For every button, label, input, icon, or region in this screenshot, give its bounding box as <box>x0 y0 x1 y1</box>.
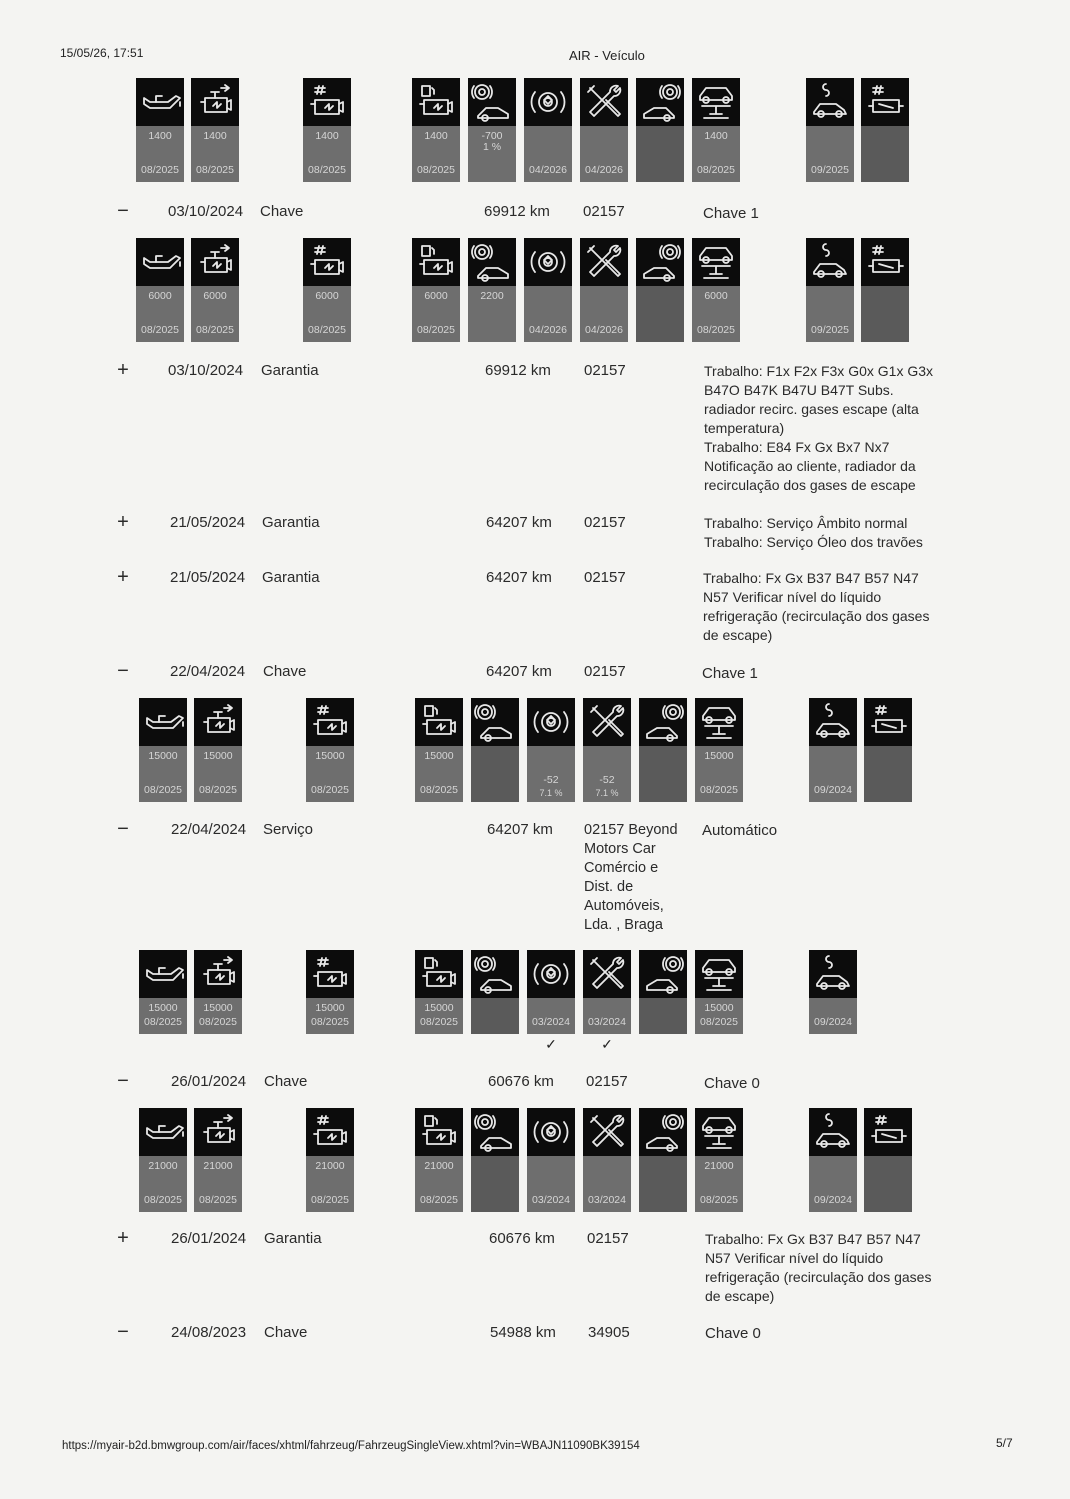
fuel-filter-icon <box>415 1108 463 1156</box>
tile-due-date: 09/2024 <box>814 1016 852 1028</box>
service-tile <box>468 78 516 182</box>
collapse-toggle[interactable]: − <box>117 200 129 222</box>
service-tile <box>636 78 684 182</box>
service-tile <box>139 1108 187 1212</box>
entry-km: 64207 km <box>486 663 552 680</box>
entry-date: 26/01/2024 <box>171 1230 247 1247</box>
tile-due-date: 08/2025 <box>311 1016 349 1028</box>
entry-km: 64207 km <box>486 514 552 531</box>
tile-remaining: 6000 <box>148 290 172 302</box>
history-row[interactable] <box>0 660 1070 683</box>
tile-due-date: 08/2025 <box>420 1016 458 1028</box>
tile-status <box>471 998 519 1034</box>
collapse-toggle[interactable]: − <box>117 660 129 682</box>
tile-due-pct: 7.1 % <box>539 788 563 798</box>
tile-due-date: 04/2026 <box>529 164 567 176</box>
hash-exhaust-icon <box>861 78 909 126</box>
page-title: AIR - Veículo <box>569 48 645 63</box>
hash-engine-icon <box>306 1108 354 1156</box>
service-tile <box>639 698 687 802</box>
brake-rear-icon <box>639 1108 687 1156</box>
tile-due-date: 08/2025 <box>311 1194 349 1206</box>
check-mark-icon: ✓ <box>545 1036 557 1052</box>
tile-status <box>639 998 687 1034</box>
engine-filter-icon <box>194 1108 242 1156</box>
page-number: 5/7 <box>996 1436 1013 1450</box>
tile-remaining: 15000 <box>424 750 454 762</box>
tile-due-date: 08/2025 <box>199 784 237 796</box>
page-url[interactable]: https://myair-b2d.bmwgroup.com/air/faces/xhtml/fahrzeug/FahrzeugSingleView.xhtml?vin=WBAJN11090BK39154 <box>62 1440 640 1452</box>
tile-status <box>636 286 684 342</box>
entry-detail: Chave 1 <box>703 205 759 222</box>
hash-exhaust-icon <box>864 1108 912 1156</box>
wrench-screwdriver-icon <box>583 1108 631 1156</box>
expand-toggle[interactable]: + <box>117 566 129 588</box>
brake-disc-icon <box>524 238 572 286</box>
tile-remaining: -700 <box>481 130 503 142</box>
tile-due-date: 08/2025 <box>308 164 346 176</box>
entry-type: Garantia <box>262 569 320 586</box>
service-tile <box>806 78 854 182</box>
oil-can-icon <box>139 1108 187 1156</box>
engine-filter-icon <box>194 950 242 998</box>
entry-date: 26/01/2024 <box>171 1073 247 1090</box>
entry-detail: Trabalho: Fx Gx B37 B47 B57 N47 N57 Verificar nível do líquido refrigeração (recirculação dos gases de escape) <box>703 570 930 643</box>
tile-remaining: 21000 <box>203 1160 233 1172</box>
service-tile <box>136 238 184 342</box>
hash-exhaust-icon <box>861 238 909 286</box>
entry-code: 02157 <box>586 1073 628 1090</box>
entry-date: 03/10/2024 <box>168 362 244 379</box>
service-tile <box>415 950 463 1034</box>
tile-remaining: 21000 <box>424 1160 454 1172</box>
tile-due-date: 08/2025 <box>417 324 455 336</box>
entry-code: 02157 <box>584 663 626 680</box>
tile-remaining: 6000 <box>203 290 227 302</box>
tile-due-date: 03/2024 <box>588 1194 626 1206</box>
service-tile <box>527 1108 575 1212</box>
history-row[interactable] <box>0 1321 1070 1344</box>
check-mark-icon: ✓ <box>601 1036 613 1052</box>
brake-disc-icon <box>527 1108 575 1156</box>
engine-filter-icon <box>191 78 239 126</box>
entry-code: 34905 <box>588 1324 630 1341</box>
tile-status <box>861 126 909 182</box>
service-tile <box>806 238 854 342</box>
entry-detail: Chave 0 <box>705 1325 761 1342</box>
service-tile <box>695 1108 743 1212</box>
fuel-filter-icon <box>415 950 463 998</box>
brake-front-icon <box>471 950 519 998</box>
collapse-toggle[interactable]: − <box>117 1070 129 1092</box>
expand-toggle[interactable]: + <box>117 359 129 381</box>
service-tile <box>809 1108 857 1212</box>
entry-code: 02157 <box>583 203 625 220</box>
entry-code: 02157 <box>584 362 626 379</box>
entry-detail: Automático <box>702 822 778 839</box>
fuel-filter-icon <box>415 698 463 746</box>
service-tile <box>583 698 631 802</box>
entry-type: Garantia <box>262 514 320 531</box>
entry-date: 03/10/2024 <box>168 203 244 220</box>
entry-date: 22/04/2024 <box>170 663 246 680</box>
legal-inspection-car-icon <box>809 698 857 746</box>
service-tile <box>861 238 909 342</box>
entry-km: 64207 km <box>487 821 553 838</box>
tile-remaining: 2200 <box>480 290 504 302</box>
service-tile <box>415 1108 463 1212</box>
service-tile <box>527 698 575 802</box>
entry-date: 24/08/2023 <box>171 1324 247 1341</box>
tile-remaining: 1400 <box>148 130 172 142</box>
service-tile <box>468 238 516 342</box>
tile-remaining: 21000 <box>148 1160 178 1172</box>
service-tile <box>695 698 743 802</box>
legal-inspection-car-icon <box>809 1108 857 1156</box>
service-tile <box>191 238 239 342</box>
service-tile <box>583 1108 631 1212</box>
service-tile <box>639 950 687 1034</box>
wrench-screwdriver-icon <box>583 950 631 998</box>
tile-remaining: 15000 <box>148 1002 178 1014</box>
service-tile <box>524 238 572 342</box>
brake-front-icon <box>468 238 516 286</box>
tile-due-date: 08/2025 <box>144 1016 182 1028</box>
service-tile <box>864 698 912 802</box>
tile-due-date: 03/2024 <box>532 1194 570 1206</box>
service-tile <box>695 950 743 1034</box>
vehicle-lift-icon <box>692 78 740 126</box>
tile-due-date: 09/2025 <box>811 324 849 336</box>
entry-code: 02157 <box>584 514 626 531</box>
history-row[interactable] <box>0 200 1070 223</box>
history-row[interactable] <box>0 818 1070 841</box>
entry-code: 02157 <box>587 1230 629 1247</box>
entry-km: 69912 km <box>484 203 550 220</box>
tile-due-date: 08/2025 <box>141 164 179 176</box>
vehicle-lift-icon <box>695 1108 743 1156</box>
entry-detail: Trabalho: Serviço Âmbito normal Trabalho: Serviço Óleo dos travões <box>704 515 923 550</box>
tile-remaining: 21000 <box>315 1160 345 1172</box>
entry-date: 21/05/2024 <box>170 514 246 531</box>
tile-remaining: 6000 <box>315 290 339 302</box>
expand-toggle[interactable]: + <box>117 1227 129 1249</box>
brake-rear-icon <box>639 698 687 746</box>
legal-inspection-car-icon <box>809 950 857 998</box>
collapse-toggle[interactable]: − <box>117 1321 129 1343</box>
tile-remaining: 21000 <box>704 1160 734 1172</box>
service-tile <box>194 1108 242 1212</box>
tile-remaining: 1400 <box>315 130 339 142</box>
entry-date: 22/04/2024 <box>171 821 247 838</box>
service-tile <box>864 1108 912 1212</box>
tile-due-date: 08/2025 <box>199 1194 237 1206</box>
service-tile <box>692 78 740 182</box>
service-tile <box>194 950 242 1034</box>
service-tile <box>861 78 909 182</box>
service-tile <box>191 78 239 182</box>
service-tile <box>527 950 575 1052</box>
brake-front-icon <box>471 698 519 746</box>
tile-remaining: 15000 <box>424 1002 454 1014</box>
oil-can-icon <box>136 238 184 286</box>
hash-engine-icon <box>306 950 354 998</box>
service-tile <box>692 238 740 342</box>
service-tile <box>809 698 857 802</box>
entry-type: Garantia <box>264 1230 322 1247</box>
tile-remaining: 15000 <box>203 1002 233 1014</box>
service-tile <box>809 950 857 1034</box>
entry-detail: Trabalho: Fx Gx B37 B47 B57 N47 N57 Verificar nível do líquido refrigeração (recirculação dos gases de escape) <box>705 1231 932 1304</box>
service-tile <box>194 698 242 802</box>
wrench-screwdriver-icon <box>580 78 628 126</box>
tile-status <box>639 746 687 802</box>
brake-disc-icon <box>527 950 575 998</box>
vehicle-lift-icon <box>695 950 743 998</box>
tile-due-date: 08/2025 <box>700 1016 738 1028</box>
tile-due-date: 08/2025 <box>144 1194 182 1206</box>
tile-due-date: 09/2024 <box>814 1194 852 1206</box>
entry-type: Chave <box>263 663 307 680</box>
tile-status <box>471 746 519 802</box>
tile-due-date: 08/2025 <box>700 784 738 796</box>
entry-type: Garantia <box>261 362 319 379</box>
service-tile <box>636 238 684 342</box>
brake-front-icon <box>468 78 516 126</box>
tile-due-date: 08/2025 <box>417 164 455 176</box>
service-tile <box>306 950 354 1034</box>
entry-detail: Chave 1 <box>702 665 758 682</box>
entry-detail: Trabalho: F1x F2x F3x G0x G1x G3x B47O B47K B47U B47T Subs. radiador recirc. gases escape (alta temperatura) Trabalho: E84 Fx Gx Bx7 Nx7 Notificação ao cliente, radiador da recirculação dos gases de escape <box>704 363 934 493</box>
brake-front-icon <box>471 1108 519 1156</box>
tile-remaining: 1400 <box>203 130 227 142</box>
tile-due-date: 08/2025 <box>697 324 735 336</box>
tile-remaining: 1400 <box>424 130 448 142</box>
oil-can-icon <box>136 78 184 126</box>
tile-due-date: 08/2025 <box>308 324 346 336</box>
collapse-toggle[interactable]: − <box>117 818 129 840</box>
entry-code: 02157 <box>584 569 626 586</box>
vehicle-lift-icon <box>692 238 740 286</box>
fuel-filter-icon <box>412 238 460 286</box>
entry-km: 54988 km <box>490 1324 556 1341</box>
tile-status <box>864 1156 912 1212</box>
hash-engine-icon <box>303 78 351 126</box>
service-tile <box>471 950 519 1034</box>
tile-due-pct: 7.1 % <box>595 788 619 798</box>
entry-type: Chave <box>260 203 304 220</box>
entry-km: 64207 km <box>486 569 552 586</box>
tile-due-date: -52 <box>543 774 559 786</box>
wrench-screwdriver-icon <box>583 698 631 746</box>
brake-disc-icon <box>527 698 575 746</box>
tile-due-date: 08/2025 <box>196 324 234 336</box>
brake-rear-icon <box>639 950 687 998</box>
service-tile <box>139 698 187 802</box>
tile-remaining: 6000 <box>424 290 448 302</box>
tile-remaining: 15000 <box>315 750 345 762</box>
service-tile <box>580 78 628 182</box>
service-tile <box>471 1108 519 1212</box>
hash-exhaust-icon <box>864 698 912 746</box>
tile-remaining: 15000 <box>315 1002 345 1014</box>
tile-due-date: 08/2025 <box>420 1194 458 1206</box>
tile-due-date: 09/2025 <box>811 164 849 176</box>
print-datetime: 15/05/26, 17:51 <box>60 46 144 60</box>
tile-status <box>639 1156 687 1212</box>
entry-code-dealer: 02157 Beyond Motors Car Comércio e Dist. de Automóveis, Lda. , Braga <box>584 822 678 933</box>
service-tile <box>524 78 572 182</box>
legal-inspection-car-icon <box>806 78 854 126</box>
tile-due-date: 08/2025 <box>199 1016 237 1028</box>
service-tile <box>583 950 631 1052</box>
entry-type: Chave <box>264 1324 308 1341</box>
service-tile <box>580 238 628 342</box>
tile-status <box>861 286 909 342</box>
brake-rear-icon <box>636 238 684 286</box>
hash-engine-icon <box>303 238 351 286</box>
tile-remaining: 1400 <box>704 130 728 142</box>
engine-filter-icon <box>194 698 242 746</box>
tile-status <box>864 746 912 802</box>
tile-due-date: 03/2024 <box>532 1016 570 1028</box>
tile-due-date: 08/2025 <box>196 164 234 176</box>
brake-rear-icon <box>636 78 684 126</box>
tile-due-date: 08/2025 <box>697 164 735 176</box>
service-tile <box>412 238 460 342</box>
tile-due-date: 04/2026 <box>585 324 623 336</box>
service-tile <box>306 698 354 802</box>
oil-can-icon <box>139 698 187 746</box>
entry-type: Serviço <box>263 821 314 838</box>
service-tile <box>303 238 351 342</box>
tile-due-date: 08/2025 <box>144 784 182 796</box>
tile-remaining-pct: 1 % <box>482 141 502 153</box>
tile-due-date: 08/2025 <box>700 1194 738 1206</box>
tile-remaining: 15000 <box>704 750 734 762</box>
entry-km: 69912 km <box>485 362 551 379</box>
tile-due-date: 08/2025 <box>311 784 349 796</box>
oil-can-icon <box>139 950 187 998</box>
tile-due-date: 04/2026 <box>585 164 623 176</box>
tile-due-date: 03/2024 <box>588 1016 626 1028</box>
expand-toggle[interactable]: + <box>117 511 129 533</box>
tile-remaining: 6000 <box>704 290 728 302</box>
tile-status <box>471 1156 519 1212</box>
service-tile <box>303 78 351 182</box>
fuel-filter-icon <box>412 78 460 126</box>
tile-status <box>636 126 684 182</box>
entry-detail: Chave 0 <box>704 1075 760 1092</box>
service-tile <box>306 1108 354 1212</box>
service-tile <box>471 698 519 802</box>
service-tile <box>412 78 460 182</box>
tile-due-date: 04/2026 <box>529 324 567 336</box>
tile-remaining: 15000 <box>704 1002 734 1014</box>
service-tile <box>139 950 187 1034</box>
entry-type: Chave <box>264 1073 308 1090</box>
service-tile <box>136 78 184 182</box>
hash-engine-icon <box>306 698 354 746</box>
wrench-screwdriver-icon <box>580 238 628 286</box>
engine-filter-icon <box>191 238 239 286</box>
history-row[interactable] <box>0 1070 1070 1093</box>
entry-km: 60676 km <box>489 1230 555 1247</box>
tile-due-date: 08/2025 <box>141 324 179 336</box>
tile-due-date: -52 <box>599 774 615 786</box>
brake-disc-icon <box>524 78 572 126</box>
vehicle-lift-icon <box>695 698 743 746</box>
tile-due-date: 09/2024 <box>814 784 852 796</box>
legal-inspection-car-icon <box>806 238 854 286</box>
entry-km: 60676 km <box>488 1073 554 1090</box>
service-tile <box>639 1108 687 1212</box>
tile-remaining: 15000 <box>148 750 178 762</box>
tile-due-date: 08/2025 <box>420 784 458 796</box>
entry-date: 21/05/2024 <box>170 569 246 586</box>
tile-remaining: 15000 <box>203 750 233 762</box>
service-tile <box>415 698 463 802</box>
